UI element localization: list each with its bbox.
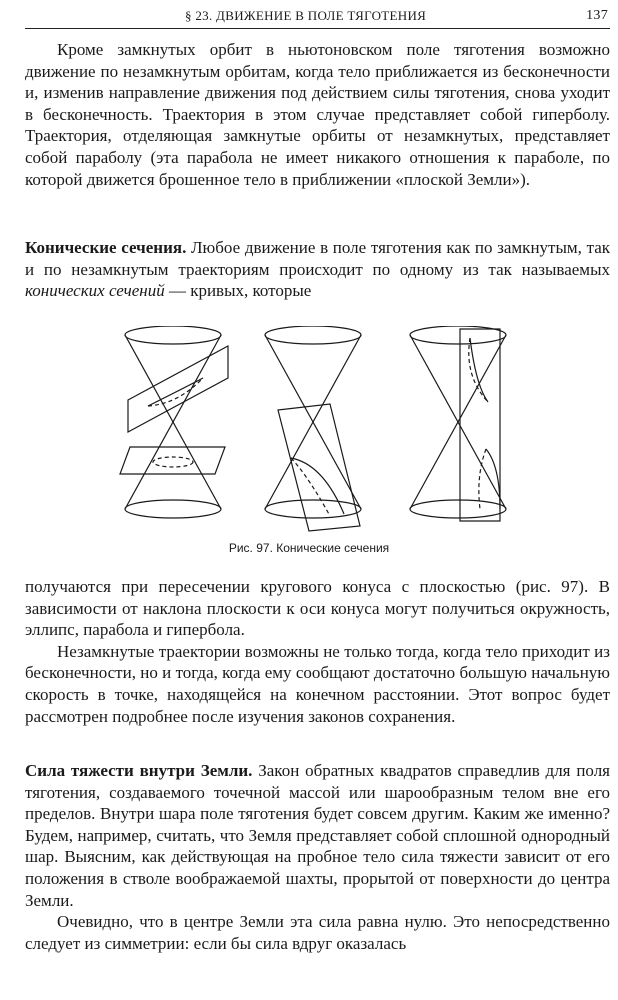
text-block-sections-result	[25, 576, 610, 727]
page-number: 137	[586, 8, 608, 23]
conic-italic-term: конических сечений	[25, 281, 165, 301]
paragraph-center-force: Очевидно, что в центре Земли эта сила равна нулю. Это непосредственно следует из симметрии: если бы сила вдруг оказалась	[25, 912, 610, 953]
text-block-gravity-inside	[25, 760, 610, 954]
conic-text-b: — кривых, которые	[168, 281, 312, 301]
cone-parabola	[265, 326, 361, 531]
conic-text-a: Любое движение в поле тяготения как по замкнутым, так и по незамкнутым траекториям происходит по одному из так называемых	[25, 238, 611, 279]
paragraph-gravity-inside	[25, 760, 610, 911]
header-rule	[25, 28, 610, 29]
cone-circle-ellipse	[120, 326, 228, 518]
section-title: § 23. ДВИЖЕНИЕ В ПОЛЕ ТЯГОТЕНИЯ	[185, 8, 427, 23]
gravity-inside-text: Закон обратных квадратов справедлив для поля тяготения, создаваемого точечной массой или шарообразным телом вне его пределов. Внутри шара поле тяготения будет совсем другим. Каким же именно? Будем, например, считать, что Земля представляет собой сплошной однородный шар. Выясним, как действующая на пробное тело сила тяжести зависит от его положения в стволе воображаемой шахты, прорытой от поверхности до центра Земли.	[25, 761, 610, 910]
paragraph-intersection: получаются при пересечении кругового конуса с плоскостью (рис. 97). В зависимости от наклона плоскости к оси конуса могут получиться окружность, эллипс, парабола и гипербола.	[25, 577, 610, 640]
heading-gravity-inside: Сила тяжести внутри Земли.	[25, 761, 253, 780]
cone-hyperbola	[410, 326, 506, 521]
paragraph-open-trajectories: Незамкнутые траектории возможны не только тогда, когда тело приходит из бесконечности, но и тогда, когда ему сообщают достаточно большую начальную скорость в точке, находящейся на конечном расстоянии. Этот вопрос будет рассмотрен подробнее после изучения законов сохранения.	[25, 641, 610, 726]
running-head	[25, 6, 610, 28]
paragraph-open-orbits: Кроме замкнутых орбит в ньютоновском поле тяготения возможно движение по незамкнутым орбитам, когда тело приближается из бесконечности и, изменив направление движения под действием силы тяготения, снова уходит в бесконечность. Траектория в этом случае представляет собой гиперболу. Траектория, отделяющая замкнутые орбиты от незамкнутых, представляет собой параболу (эта парабола не имеет никакого отношения к параболе, по которой движется брошенное тело в приближении «плоской Земли»).	[25, 40, 610, 189]
conic-sections-figure	[108, 326, 528, 536]
figure-caption: Рис. 97. Конические сечения	[228, 541, 390, 555]
text-block-conic-sections	[25, 237, 610, 302]
paragraph-conic-sections	[25, 237, 610, 302]
text-block-orbits	[25, 39, 610, 190]
heading-conic-sections: Конические сечения.	[25, 238, 187, 257]
